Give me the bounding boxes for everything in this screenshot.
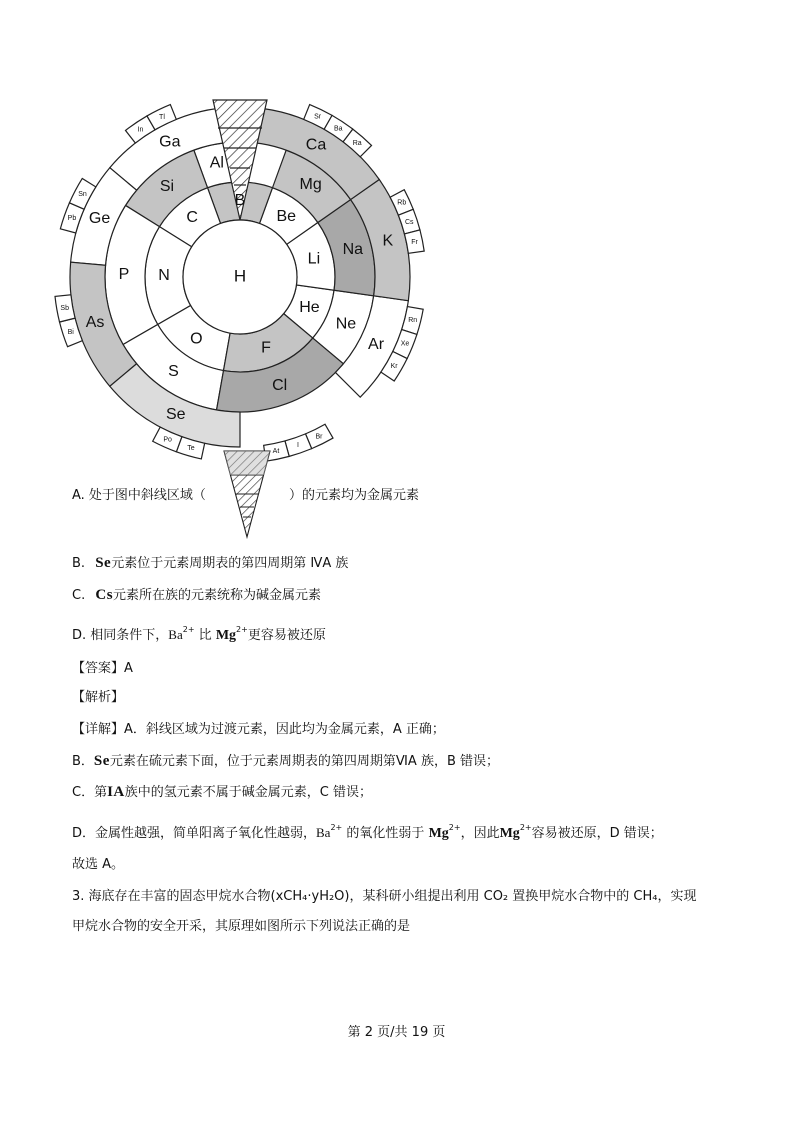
page-footer bbox=[0, 1024, 793, 1042]
option-d-ion1: Ba bbox=[168, 627, 183, 642]
question3-line2 bbox=[72, 918, 410, 936]
label-tl: Tl bbox=[159, 113, 165, 121]
option-d-ion1-charge: 2+ bbox=[182, 625, 195, 634]
label-mg: Mg bbox=[299, 176, 322, 194]
label-ge: Ge bbox=[88, 210, 111, 228]
option-b-prefix: B. bbox=[72, 556, 86, 571]
detail-d-ion3: Mg bbox=[499, 826, 520, 841]
label-ra: Ra bbox=[352, 139, 362, 147]
label-k: K bbox=[382, 232, 394, 250]
detail-d-ion2-charge: 2+ bbox=[448, 823, 461, 832]
option-d-mid: 比 bbox=[198, 628, 212, 643]
page-number: 第 2 页/共 19 页 bbox=[347, 1025, 446, 1040]
label-br: Br bbox=[315, 433, 323, 441]
option-a-prefix: A. 处于图中斜线区域（ bbox=[72, 488, 206, 503]
label-sn: Sn bbox=[78, 190, 87, 198]
option-d-text: 更容易被还原 bbox=[247, 628, 326, 643]
option-c-symbol: Cs bbox=[95, 587, 114, 603]
label-cl: Cl bbox=[272, 377, 288, 395]
label-b: B bbox=[234, 192, 246, 210]
label-na: Na bbox=[342, 241, 364, 259]
detail-d-prefix: D．金属性越强，简单阳离子氧化性越弱， bbox=[72, 826, 317, 841]
detail-d bbox=[72, 819, 663, 843]
detail-d-text: 容易被还原，D 错误； bbox=[531, 826, 663, 841]
detail-a bbox=[72, 721, 445, 739]
detail-c-symbol: IA bbox=[107, 784, 125, 800]
label-sr: Sr bbox=[314, 113, 322, 121]
detail-d-ion1: Ba bbox=[316, 825, 331, 840]
option-c-prefix: C. bbox=[72, 588, 86, 603]
label-he: He bbox=[299, 299, 320, 317]
option-d-prefix: D. 相同条件下， bbox=[72, 628, 169, 643]
option-c bbox=[72, 586, 321, 605]
conclusion-line bbox=[72, 856, 124, 874]
hatched-region-icon bbox=[222, 449, 272, 539]
detail-b-prefix: B． bbox=[72, 754, 94, 769]
label-f: F bbox=[261, 339, 271, 357]
option-d bbox=[72, 621, 326, 645]
option-b bbox=[72, 554, 348, 573]
option-a-suffix: ）的元素均为金属元素 bbox=[289, 488, 420, 503]
label-s: S bbox=[168, 363, 179, 381]
question3-line1 bbox=[72, 888, 696, 906]
label-o: O bbox=[190, 330, 203, 348]
label-rn: Rn bbox=[408, 316, 418, 324]
label-in: In bbox=[137, 126, 144, 134]
option-d-ion2-charge: 2+ bbox=[236, 625, 248, 634]
label-po: Po bbox=[163, 436, 172, 444]
option-c-text: 元素所在族的元素统称为碱金属元素 bbox=[113, 588, 322, 603]
label-al: Al bbox=[209, 154, 224, 172]
label-at: At bbox=[272, 448, 280, 456]
option-a-suffix-wrap bbox=[289, 487, 419, 505]
label-n: N bbox=[158, 266, 170, 284]
analysis-line bbox=[72, 689, 124, 707]
label-cs: Cs bbox=[405, 218, 414, 226]
label-pb: Pb bbox=[67, 215, 77, 223]
detail-d-ion1-charge: 2+ bbox=[330, 823, 343, 832]
label-te: Te bbox=[187, 444, 195, 452]
label-xe: Xe bbox=[400, 340, 410, 348]
label-p: P bbox=[118, 266, 130, 284]
label-i: I bbox=[296, 442, 299, 450]
label-li: Li bbox=[307, 250, 321, 268]
label-bi: Bi bbox=[67, 328, 74, 336]
option-b-text: 元素位于元素周期表的第四周期第 ⅣA 族 bbox=[111, 556, 349, 571]
detail-c-prefix: C．第 bbox=[72, 785, 108, 800]
answer-line bbox=[72, 660, 133, 678]
answer-label: 【答案】 bbox=[72, 661, 125, 676]
label-si: Si bbox=[159, 178, 175, 196]
detail-c-text: 族中的氢元素不属于碱金属元素，C 错误； bbox=[124, 785, 372, 800]
question3-text-1: 3. 海底存在丰富的固态甲烷水合物(xCH₄·yH₂O)，某科研小组提出利用 CO₂ 置换甲烷水合物中的 CH₄，实现 bbox=[72, 889, 697, 904]
label-rb: Rb bbox=[397, 199, 407, 207]
option-b-symbol: Se bbox=[95, 555, 112, 571]
question3-text-2: 甲烷水合物的安全开采，其原理如图所示下列说法正确的是 bbox=[72, 919, 411, 934]
detail-d-mid2: ，因此 bbox=[460, 826, 500, 841]
detail-c bbox=[72, 783, 372, 802]
detail-d-ion2: Mg bbox=[428, 826, 449, 841]
label-h: H bbox=[233, 266, 247, 286]
detail-a-text: 【详解】A．斜线区域为过渡元素，因此均为金属元素，A 正确； bbox=[72, 722, 445, 737]
label-ne: Ne bbox=[335, 315, 357, 333]
detail-b-symbol: Se bbox=[93, 753, 110, 769]
label-as: As bbox=[85, 313, 105, 331]
label-kr: Kr bbox=[390, 362, 398, 370]
label-be: Be bbox=[276, 207, 297, 225]
label-fr: Fr bbox=[411, 238, 418, 246]
detail-d-ion3-charge: 2+ bbox=[519, 823, 532, 832]
label-ba: Ba bbox=[333, 125, 343, 133]
analysis-label: 【解析】 bbox=[72, 690, 125, 705]
conclusion-text: 故选 A。 bbox=[72, 857, 125, 872]
label-se: Se bbox=[165, 405, 186, 423]
answer-value: A bbox=[124, 661, 133, 676]
option-a bbox=[72, 487, 206, 505]
label-ga: Ga bbox=[159, 133, 181, 151]
label-sb: Sb bbox=[60, 304, 69, 312]
label-ca: Ca bbox=[305, 136, 327, 154]
option-d-ion2: Mg bbox=[215, 628, 237, 643]
detail-d-mid: 的氧化性弱于 bbox=[346, 826, 425, 841]
detail-b bbox=[72, 752, 499, 771]
detail-b-text: 元素在硫元素下面，位于元素周期表的第四周期第ⅥA 族，B 错误； bbox=[109, 754, 499, 769]
label-ar: Ar bbox=[368, 336, 385, 354]
spiral-periodic-table-diagram bbox=[60, 96, 418, 456]
label-c: C bbox=[186, 209, 198, 227]
